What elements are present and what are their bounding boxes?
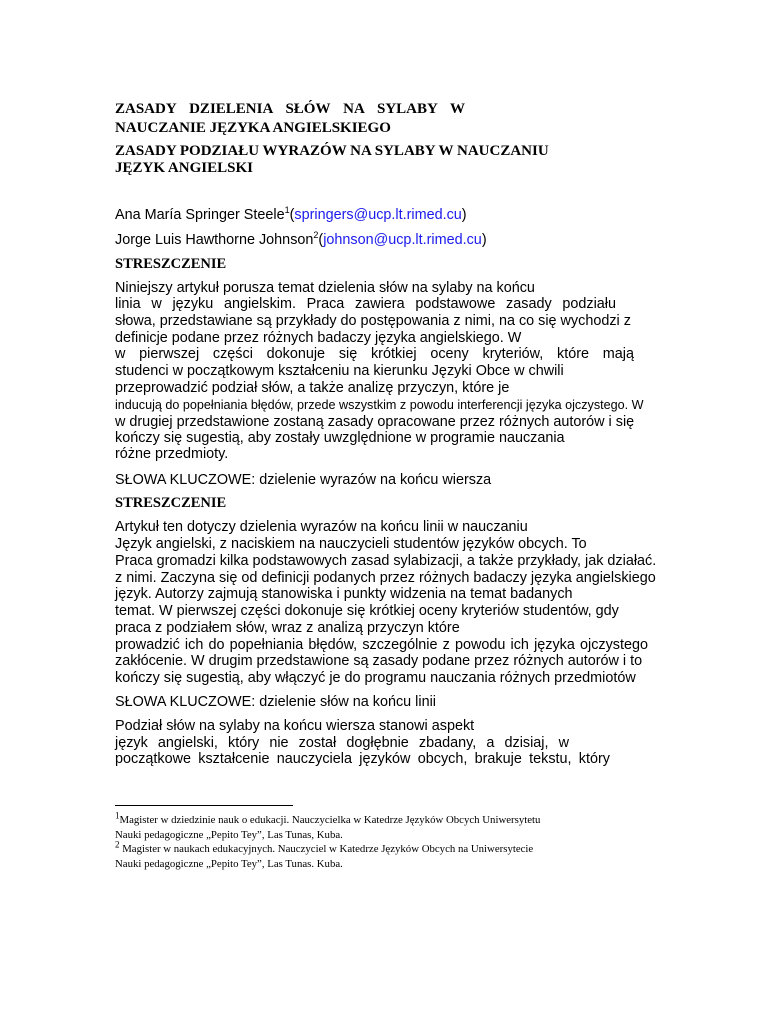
abstract-heading: STRESZCZENIE: [115, 256, 227, 272]
abstract-line: definicje podane przez różnych badaczy języka angielskiego. W: [115, 330, 522, 346]
subtitle-line-1: ZASADY PODZIAŁU WYRAZÓW NA SYLABY W NAUCZANIU: [115, 143, 549, 159]
footnote-2-line-2: Nauki pedagogiczne „Pepito Tey”, Las Tunas. Kuba.: [115, 858, 343, 870]
abstract-line: inducują do popełniania błędów, przede wszystkim z powodu interferencji języka ojczystego. W: [115, 398, 644, 412]
footnote-1-line-2: Nauki pedagogiczne „Pepito Tey”, Las Tunas, Kuba.: [115, 829, 343, 841]
author-email-link[interactable]: johnson@ucp.lt.rimed.cu: [323, 232, 482, 248]
abstract-heading: STRESZCZENIE: [115, 495, 227, 511]
abstract-line: prowadzić ich do popełniania błędów, szczególnie z powodu ich języka ojczystego: [115, 637, 648, 653]
keywords: SŁOWA KLUCZOWE: dzielenie wyrazów na końcu wiersza: [115, 472, 492, 488]
title-line-1: ZASADY DZIELENIA SŁÓW NA SYLABY W: [115, 101, 465, 117]
abstract-line: język. Autorzy zajmują stanowiska i punkty widzenia na temat badanych: [115, 586, 573, 602]
keywords: SŁOWA KLUCZOWE: dzielenie słów na końcu linii: [115, 694, 436, 710]
abstract-line: Język angielski, z naciskiem na nauczycieli studentów języków obcych. To: [115, 536, 587, 552]
author-name: Jorge Luis Hawthorne Johnson: [115, 232, 314, 248]
abstract-line: zakłócenie. W drugim przedstawione są zasady podane przez różnych autorów i to: [115, 653, 643, 669]
title-line-2: NAUCZANIE JĘZYKA ANGIELSKIEGO: [115, 120, 391, 136]
footnote-2-line-1: $^2$ Magister w naukach edukacyjnych. Nauczyciel w Katedrze Języków Obcych na Uniwersytecie: [115, 839, 534, 855]
abstract-line: temat. W pierwszej części dokonuje się krótkiej oceny kryteriów studentów, gdy: [115, 603, 619, 619]
abstract-line: różne przedmioty.: [115, 446, 229, 462]
subtitle-line-2: JĘZYK ANGIELSKI: [115, 160, 253, 176]
abstract-line: Artykuł ten dotyczy dzielenia wyrazów na końcu linii w nauczaniu: [115, 519, 528, 535]
abstract-line: studenci w początkowym kształceniu na kierunku Języki Obce w chwili: [115, 363, 564, 379]
author-line-2: Jorge Luis Hawthorne Johnson$^2$(johnson@ucp.lt.rimed.cu): [115, 230, 487, 248]
abstract-line: kończy się sugestią, aby włączyć je do programu nauczania różnych przedmiotów: [115, 670, 636, 686]
abstract-line: z nimi. Zaczyna się od definicji podanych przez różnych badaczy języka angielskiego: [115, 570, 656, 586]
author-footnote-marker: 1: [284, 205, 290, 216]
author-line-1: Ana María Springer Steele$^1$(springers@ucp.lt.rimed.cu): [115, 205, 467, 223]
body-line: początkowe kształcenie nauczyciela języków obcych, brakuje tekstu, który: [115, 751, 610, 767]
footnote-marker: 2: [115, 839, 120, 850]
abstract-line: linia w języku angielskim. Praca zawiera podstawowe zasady podziału: [115, 296, 616, 312]
footnote-separator: [115, 805, 293, 806]
abstract-line: w drugiej przedstawione zostaną zasady opracowane przez różnych autorów i się: [115, 414, 635, 430]
abstract-line: w pierwszej części dokonuje się krótkiej oceny kryteriów, które mają: [115, 346, 634, 362]
author-name: Ana María Springer Steele: [115, 207, 285, 223]
abstract-line: słowa, przedstawiane są przykłady do postępowania z nimi, na co się wychodzi z: [115, 313, 631, 329]
abstract-line: Praca gromadzi kilka podstawowych zasad sylabizacji, a także przykłady, jak działać.: [115, 553, 657, 569]
abstract-line: przeprowadzić podział słów, a także analizę przyczyn, które je: [115, 380, 510, 396]
author-email-link[interactable]: springers@ucp.lt.rimed.cu: [294, 207, 462, 223]
author-footnote-marker: 2: [313, 230, 319, 241]
body-line: Podział słów na sylaby na końcu wiersza stanowi aspekt: [115, 718, 475, 734]
abstract-line: Niniejszy artykuł porusza temat dzielenia słów na sylaby na końcu: [115, 280, 535, 296]
footnote-1-line-1: $^1$Magister w dziedzinie nauk o edukacji. Nauczycielka w Katedrze Języków Obcych Uniwersytetu: [115, 810, 541, 826]
abstract-line: kończy się sugestią, aby zostały uwzględnione w programie nauczania: [115, 430, 565, 446]
footnote-marker: 1: [115, 810, 120, 821]
body-line: język angielski, który nie został dogłębnie zbadany, a dzisiaj, w: [115, 735, 569, 751]
abstract-line: praca z podziałem słów, wraz z analizą przyczyn które: [115, 620, 460, 636]
